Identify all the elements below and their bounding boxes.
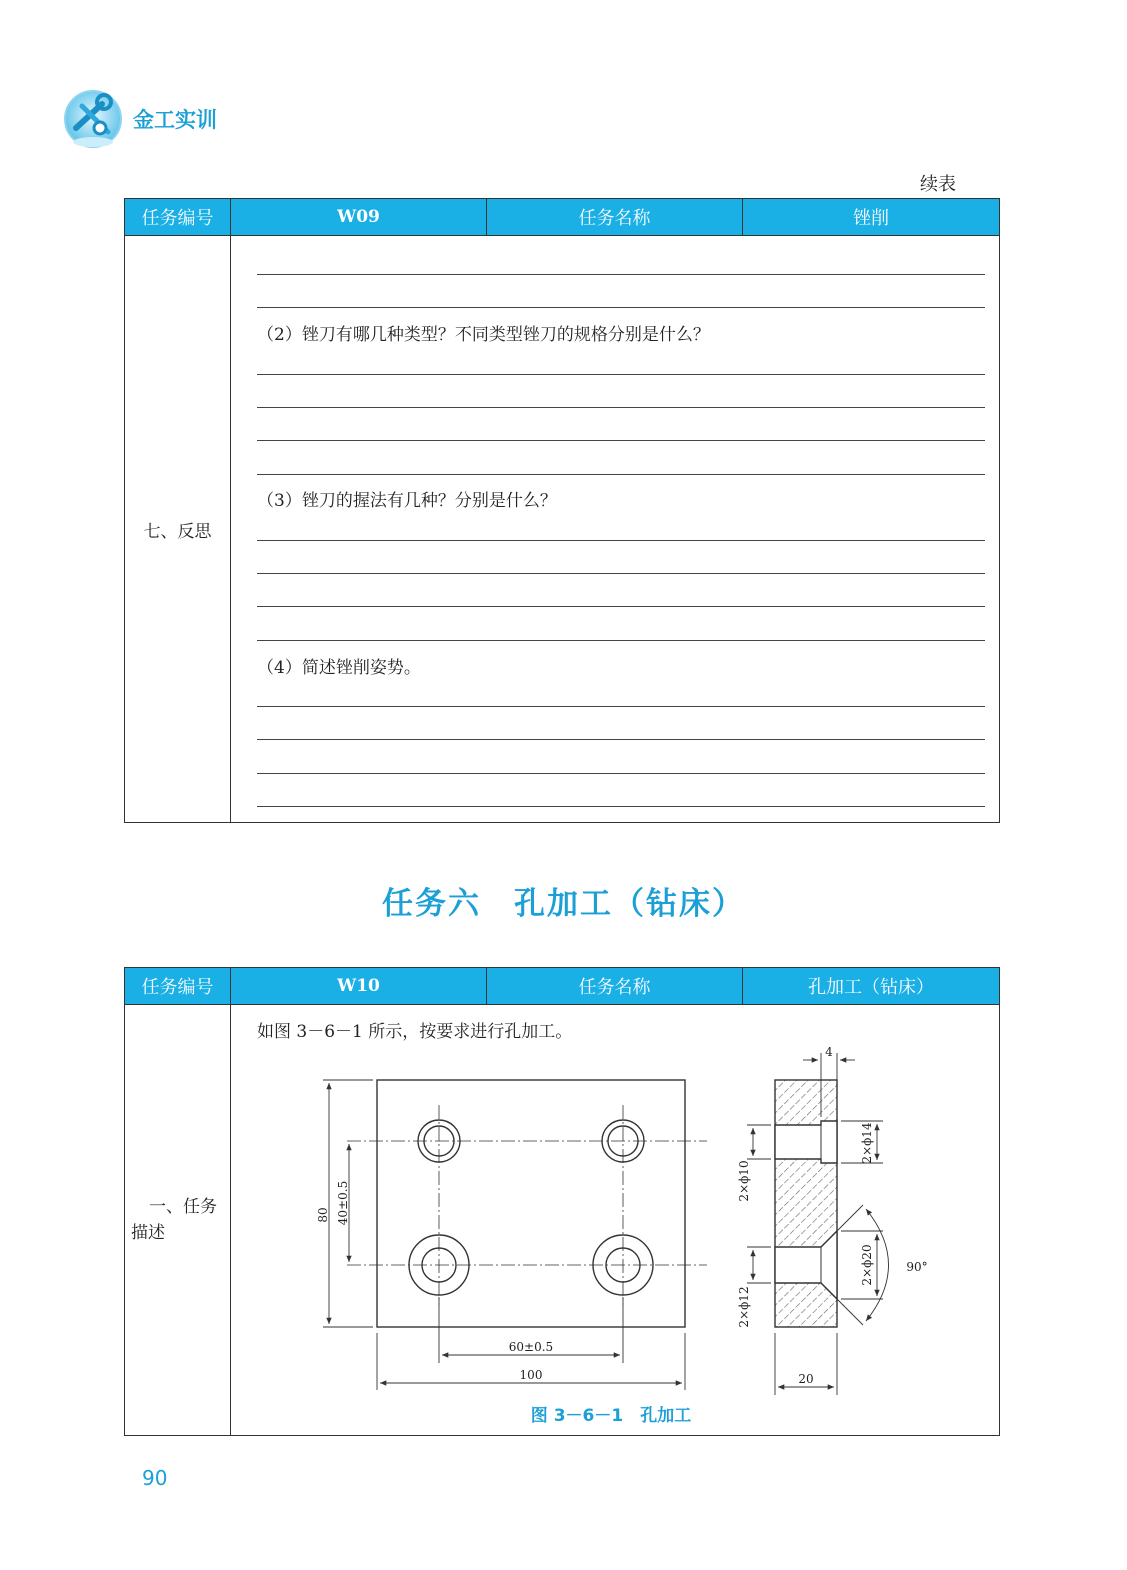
task-description-area [231, 1005, 1000, 1436]
row-label-line-2: 描述 [131, 1223, 165, 1243]
answer-line [257, 606, 985, 607]
task-name-label: 任务名称 [487, 968, 743, 1005]
task-code-label: 任务编号 [125, 199, 231, 236]
dim-counterbore-dia: 2×ϕ14 [860, 1122, 874, 1164]
task-name-label: 任务名称 [487, 199, 743, 236]
task-table-w10 [124, 967, 1000, 1436]
answer-line [257, 407, 985, 408]
dim-small-hole-dia: 2×ϕ10 [737, 1160, 751, 1202]
answer-line [257, 274, 985, 275]
answer-line [257, 640, 985, 641]
answer-line [257, 474, 985, 475]
figure-caption: 图 3－6－1 孔加工 [530, 1406, 692, 1426]
answer-line [257, 739, 985, 740]
dim-large-hole-dia: 2×ϕ12 [737, 1286, 751, 1328]
table-continuation-label: 续表 [920, 174, 956, 195]
answer-line [257, 307, 985, 308]
book-title: 金工实训 [133, 108, 217, 132]
dim-hole-spacing-h: 60±0.5 [508, 1340, 554, 1354]
dim-thickness: 20 [798, 1372, 814, 1386]
answer-line [257, 573, 985, 574]
task-code-label: 任务编号 [125, 968, 231, 1005]
dim-width: 100 [519, 1368, 543, 1382]
section-title: 任务六 孔加工（钻床） [382, 886, 745, 922]
reflection-answer-area [231, 236, 1000, 823]
answer-line [257, 806, 985, 807]
dim-countersink-angle: 90° [906, 1260, 928, 1274]
dim-hole-spacing-v: 40±0.5 [336, 1180, 350, 1226]
answer-line [257, 540, 985, 541]
row-label-reflection: 七、反思 [125, 236, 231, 823]
counterbore-section [775, 1121, 837, 1163]
dim-countersink-dia: 2×ϕ20 [860, 1244, 874, 1286]
row-label-line-1: 一、任务 [149, 1197, 217, 1217]
question-4: （4）简述锉削姿势。 [257, 658, 421, 678]
task-name: 锉削 [743, 199, 1000, 236]
task-description: 如图 3－6－1 所示，按要求进行孔加工。 [257, 1022, 573, 1042]
task-code: W09 [231, 199, 487, 236]
table-header-row [125, 968, 1000, 1005]
hole-machining-drawing [311, 1045, 981, 1395]
dim-counterbore-depth: 4 [825, 1045, 833, 1059]
question-3: （3）锉刀的握法有几种？分别是什么？ [257, 491, 557, 511]
answer-line [257, 706, 985, 707]
question-2: （2）锉刀有哪几种类型？不同类型锉刀的规格分别是什么？ [257, 325, 710, 345]
answer-line [257, 773, 985, 774]
answer-line [257, 440, 985, 441]
book-logo-icon [62, 88, 124, 150]
task-name: 孔加工（钻床） [743, 968, 1000, 1005]
page-number: 90 [142, 1466, 168, 1490]
table-header-row [125, 199, 1000, 236]
task-table-w09 [124, 198, 1000, 823]
row-label-task-description [125, 1005, 231, 1436]
task-code: W10 [231, 968, 487, 1005]
dim-height: 80 [316, 1207, 330, 1223]
answer-line [257, 374, 985, 375]
